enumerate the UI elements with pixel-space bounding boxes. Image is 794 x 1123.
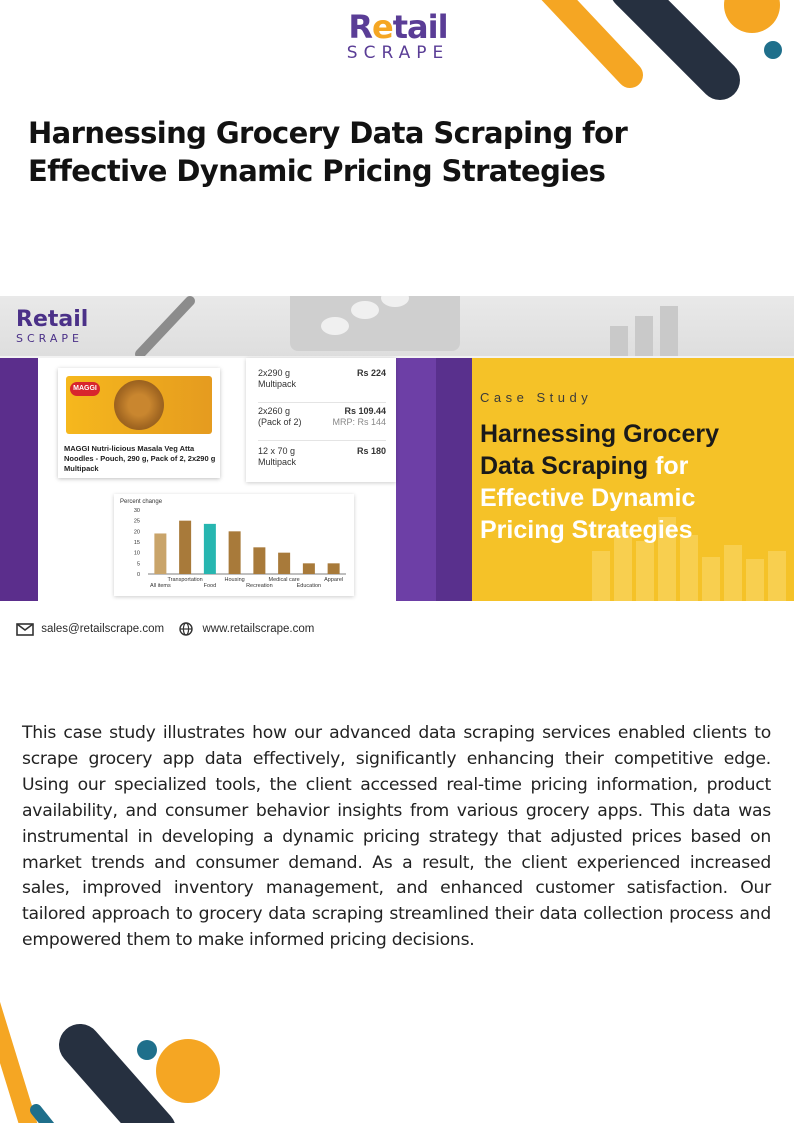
chart-y-tick: 10 xyxy=(133,550,140,557)
chart-y-tick: 5 xyxy=(136,561,140,568)
chart-bar xyxy=(179,521,191,574)
percent-change-chart-card xyxy=(114,494,354,596)
chart-x-tick: Transportation xyxy=(167,577,203,583)
contact-email[interactable]: sales@retailscrape.com xyxy=(41,623,165,635)
chart-x-tick: Medical care xyxy=(268,577,300,583)
calculator-pen-illustration xyxy=(130,296,690,356)
bg-bar xyxy=(592,551,610,601)
noodle-bowl-image xyxy=(114,380,164,430)
case-study-label: Case Study xyxy=(480,390,593,405)
bg-bar xyxy=(746,559,764,601)
chart-x-tick: Food xyxy=(203,583,217,589)
chart-y-tick: 0 xyxy=(136,572,140,578)
chart-bar xyxy=(229,531,241,574)
product-brand: MAGGI xyxy=(70,382,100,396)
chart-bar xyxy=(154,533,166,574)
chart-bar xyxy=(253,547,265,574)
chart-x-tick: Recreation xyxy=(246,583,273,589)
percent-change-chart xyxy=(114,494,354,596)
banner-heading: Harnessing Grocery Data Scraping for Effective Dynamic Pricing Strategies xyxy=(480,420,719,544)
chart-x-tick: Housing xyxy=(224,577,245,583)
chart-bar xyxy=(278,553,290,574)
product-image xyxy=(66,376,212,434)
case-study-description: This case study illustrates how our advanced data scraping services enabled clients to scrape grocery app data effectively, significantly enhancing their competitive edge. Using our specialized tools, the client accessed real-time pricing information, product availability, and consumer behavior insights from various grocery apps. This data was instrumental in developing a dynamic pricing strategy that adjusted prices based on market trends and consumer demand. As a result, the client experienced increased sales, improved inventory management, and enhanced customer satisfaction. Our tailored approach to grocery data scraping streamlined their data collection process and empowered them to make informed pricing decisions. xyxy=(22,723,771,951)
bg-bar xyxy=(724,545,742,601)
chart-bar xyxy=(204,524,216,574)
globe-icon xyxy=(179,622,193,636)
price-comparison-card xyxy=(246,358,396,482)
bg-bar xyxy=(768,551,786,601)
chart-x-tick: Education xyxy=(296,583,322,589)
banner-logo: Retail SCRAPE xyxy=(16,307,89,345)
decorative-shapes-top xyxy=(520,0,794,110)
chart-ylabel: Percent change xyxy=(120,499,163,505)
product-name: MAGGI Nutri-licious Masala Veg Atta Noodles - Pouch, 290 g, Pack of 2, 2x290 g Multipack xyxy=(64,444,216,473)
envelope-icon xyxy=(16,623,34,636)
chart-y-tick: 15 xyxy=(133,540,140,546)
contact-website[interactable]: www.retailscrape.com xyxy=(202,623,315,635)
banner-purple-bar xyxy=(0,358,38,601)
product-card xyxy=(58,368,220,478)
chart-bar xyxy=(328,563,340,574)
price-row: 2x260 g (Pack of 2) Rs 109.44 MRP: Rs 144 xyxy=(258,402,386,441)
contact-info xyxy=(16,622,314,636)
yellow-panel-stripe xyxy=(396,358,436,601)
price-row: 2x290 g Multipack Rs 224 xyxy=(258,364,386,403)
bg-bar xyxy=(636,541,654,601)
chart-y-tick: 20 xyxy=(133,529,140,536)
bg-bar xyxy=(702,557,720,601)
chart-bar xyxy=(303,563,315,574)
price-row: 12 x 70 g Multipack Rs 180 xyxy=(258,446,386,467)
banner-desk-background xyxy=(0,296,794,356)
case-study-banner xyxy=(0,296,794,656)
chart-x-tick: All items xyxy=(149,583,171,589)
banner-yellow-panel xyxy=(396,358,794,601)
yellow-panel-stripe-dark xyxy=(436,358,472,601)
decorative-shapes-bottom xyxy=(0,990,230,1123)
brand-logo: Retail SCRAPE xyxy=(346,8,450,63)
chart-x-tick: Apparel xyxy=(324,577,344,583)
chart-y-tick: 25 xyxy=(133,518,140,525)
page-title: Harnessing Grocery Data Scraping for Effective Dynamic Pricing Strategies xyxy=(28,116,628,188)
chart-y-tick: 30 xyxy=(133,508,140,514)
